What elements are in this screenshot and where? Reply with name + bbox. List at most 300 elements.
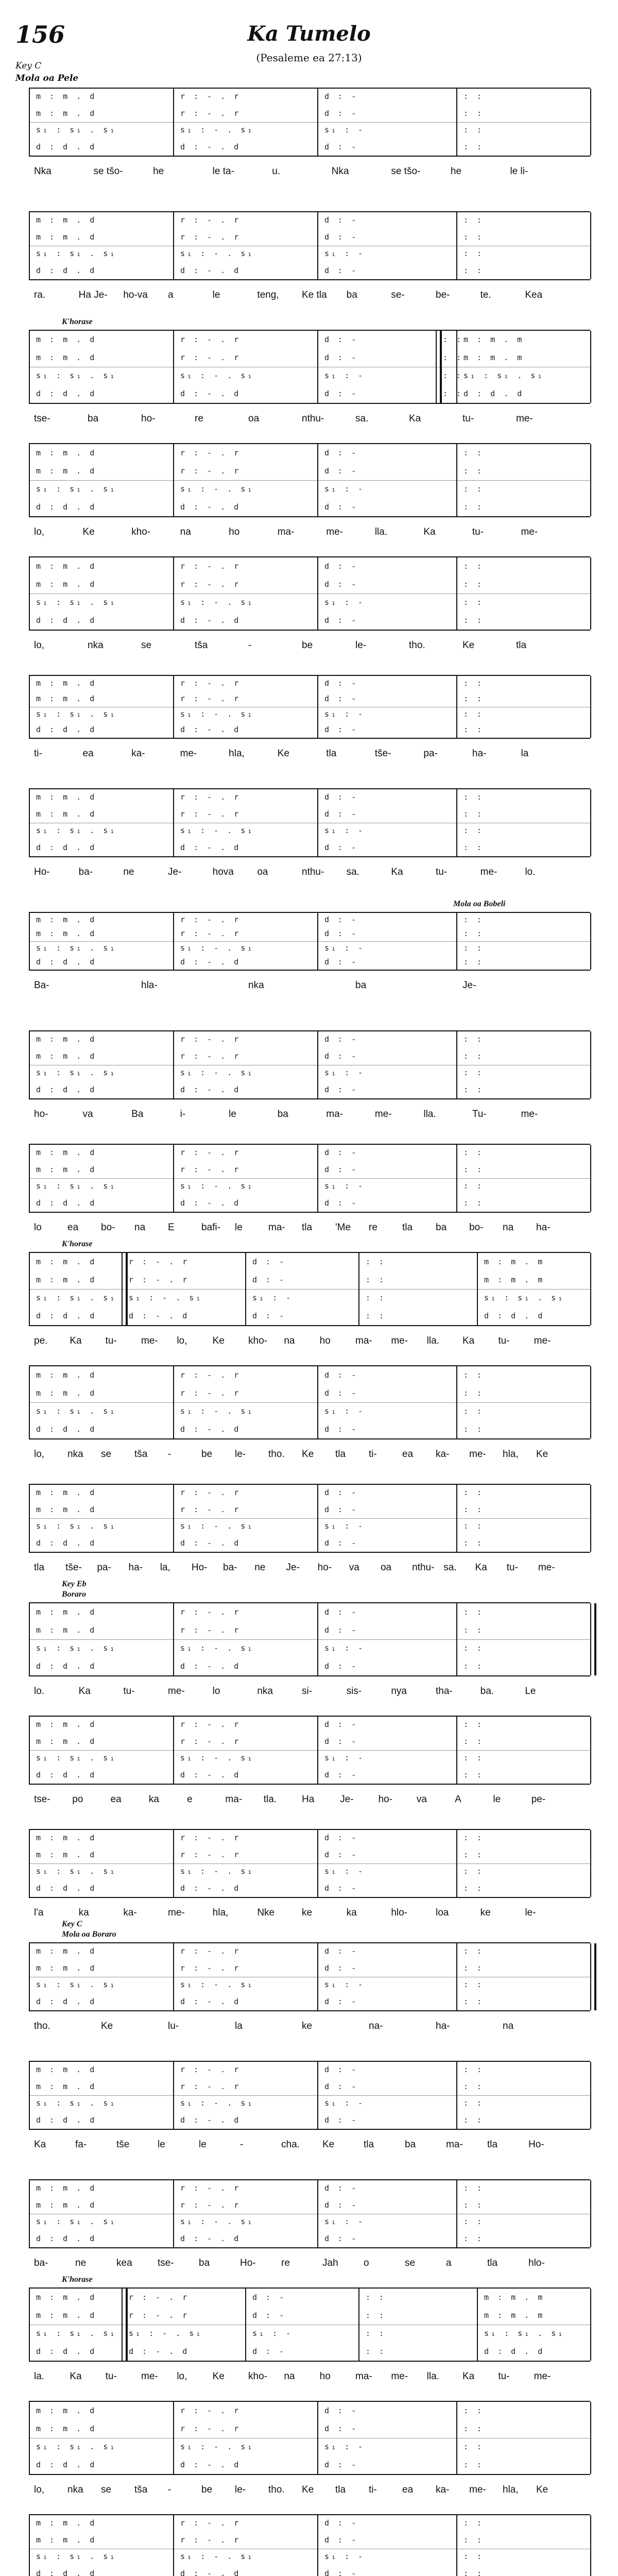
solfa-notes: : :: [464, 725, 484, 734]
solfa-notes: d : d . d: [36, 615, 97, 625]
solfa-notes: d : - . d: [180, 388, 241, 398]
voice-row: [29, 1068, 590, 1079]
voice-row: [29, 2535, 590, 2547]
lyric-syllable: tse-: [34, 413, 50, 424]
voice-row: [29, 353, 590, 364]
solfa-notes: s₁ : s₁ . s₁: [36, 2098, 117, 2108]
solfa-notes: d : -: [324, 679, 358, 688]
staff-divider: [29, 1518, 590, 1519]
solfa-notes: r : - . r: [180, 2405, 241, 2415]
lyric-syllable: lo: [34, 1222, 42, 1233]
solfa-notes: : :: [464, 2424, 484, 2433]
barline: [590, 1485, 591, 1552]
lyric-syllable: pe-: [531, 1794, 546, 1805]
barline: [590, 444, 591, 516]
solfa-notes: d : -: [324, 448, 358, 457]
solfa-notes: d : -: [324, 265, 358, 275]
voice-row: [29, 1997, 590, 2008]
lyric-syllable: ba: [405, 2139, 416, 2150]
solfa-notes: m : m . d: [36, 1388, 97, 1398]
hymn-number: 156: [15, 21, 65, 48]
voice-row: [29, 580, 590, 591]
lyric-syllable: me-: [469, 2484, 486, 2495]
voice-row: [29, 792, 590, 804]
solfa-notes: m : m . d: [36, 2081, 97, 2091]
solfa-notes: s₁ : - . s₁: [180, 1980, 254, 1990]
staff: [29, 1602, 590, 1676]
lyric-syllable: Ho-: [528, 2139, 544, 2150]
section-sublabel: Mola oa Boraro: [62, 1930, 116, 1939]
staff-divider: [29, 1639, 590, 1640]
lyric-syllable: cha.: [281, 2139, 300, 2150]
solfa-notes: d : - . d: [180, 2115, 241, 2125]
lyric-syllable: ka-: [436, 2484, 450, 2495]
barline: [590, 1145, 591, 1212]
music-system: [29, 2401, 590, 2509]
solfa-notes: m : m . d: [36, 232, 97, 242]
solfa-notes: r : - . r: [129, 2310, 190, 2320]
lyric-syllable: ha-: [128, 1562, 143, 1573]
lyric-syllable: le ta-: [212, 166, 234, 177]
lyric-syllable: re: [369, 1222, 377, 1233]
solfa-notes: : :: [464, 142, 484, 151]
staff: [29, 2514, 590, 2576]
staff-divider: [29, 122, 590, 123]
solfa-notes: : :: [366, 1257, 386, 1266]
lyric-syllable: ba: [88, 413, 99, 424]
lyric-syllable: na: [503, 1222, 514, 1233]
solfa-notes: d : -: [324, 1770, 358, 1780]
solfa-notes: d : -: [324, 1164, 358, 1174]
lyric-syllable: ba-: [223, 1562, 237, 1573]
solfa-notes: : :: [464, 1164, 484, 1174]
solfa-notes: : :: [464, 1736, 484, 1746]
voice-row: [29, 371, 590, 382]
solfa-notes: r : - . r: [180, 448, 241, 457]
hymn-title: Ka Tumelo: [247, 22, 371, 46]
lyric-syllable: ma-: [277, 527, 295, 537]
lyric-syllable: Ke: [302, 1449, 314, 1460]
lyric-syllable: lo.: [525, 867, 536, 877]
lyric-syllable: le li-: [510, 166, 528, 177]
solfa-notes: d : - . d: [180, 2233, 241, 2243]
solfa-notes: : :: [366, 2346, 386, 2356]
lyric-syllable: lo,: [34, 2484, 45, 2495]
solfa-notes: s₁ : s₁ . s₁: [36, 597, 117, 607]
lyrics-line: [29, 1907, 590, 1922]
solfa-notes: r : - . r: [180, 914, 241, 924]
voice-row: [29, 2200, 590, 2212]
solfa-notes: d : - . d: [180, 1084, 241, 1094]
lyric-syllable: Ha: [302, 1794, 315, 1805]
solfa-notes: : :: [464, 2568, 484, 2576]
lyrics-line: [29, 1686, 590, 1700]
lyric-syllable: Ke: [536, 2484, 548, 2495]
lyrics-line: [29, 2371, 590, 2385]
lyric-syllable: u.: [272, 166, 281, 177]
solfa-notes: s₁ : s₁ . s₁: [464, 370, 544, 380]
lyric-syllable: Ke: [462, 640, 475, 651]
lyric-syllable: tse-: [34, 1794, 50, 1805]
solfa-notes: m : m . d: [36, 2183, 97, 2193]
lyric-syllable: ti-: [369, 2484, 377, 2495]
lyric-syllable: me-: [391, 2371, 408, 2382]
voice-row: [29, 1850, 590, 1861]
solfa-notes: d : -: [324, 1736, 358, 1746]
lyrics-line: [29, 290, 590, 304]
solfa-notes: d : d . d: [36, 2115, 97, 2125]
voice-row: [29, 1052, 590, 1063]
solfa-notes: d : -: [324, 1148, 358, 1158]
staff: [29, 675, 590, 739]
lyric-syllable: ma-: [225, 1794, 243, 1805]
solfa-notes: s₁ : s₁ . s₁: [36, 709, 117, 719]
solfa-notes: d : -: [324, 914, 358, 924]
lyric-syllable: oa: [248, 413, 260, 424]
solfa-notes: r : - . r: [180, 1607, 241, 1617]
solfa-notes: s₁ : s₁ . s₁: [36, 1753, 117, 1763]
solfa-notes: : :: [464, 1504, 484, 1514]
solfa-notes: s₁ : -: [324, 125, 365, 135]
solfa-notes: d : d . d: [36, 1311, 97, 1320]
music-system: [29, 1602, 590, 1710]
solfa-notes: r : - . r: [180, 2183, 241, 2193]
lyric-syllable: ke: [302, 2021, 313, 2031]
lyric-syllable: se tšo-: [391, 166, 421, 177]
voice-row: [29, 2424, 590, 2435]
barline: [590, 1943, 591, 2010]
solfa-notes: r : - . r: [180, 2424, 241, 2433]
solfa-notes: : :: [464, 1720, 484, 1730]
lyric-syllable: bafi-: [201, 1222, 220, 1233]
solfa-notes: m : m . d: [36, 215, 97, 225]
solfa-notes: s₁ : - . s₁: [180, 2217, 254, 2227]
lyric-syllable: me-: [168, 1686, 185, 1697]
solfa-notes: : :: [464, 108, 484, 118]
solfa-notes: d : d . d: [36, 1883, 97, 1893]
lyric-syllable: pa-: [423, 748, 438, 759]
voice-row: [29, 943, 590, 955]
solfa-notes: m : m . d: [36, 2405, 97, 2415]
barline: [590, 1603, 591, 1675]
lyric-syllable: lo,: [34, 640, 45, 651]
lyric-syllable: ma-: [326, 1109, 343, 1120]
solfa-notes: d : -: [324, 1833, 358, 1843]
staff: [29, 211, 590, 280]
section-label: K'horase: [62, 2275, 93, 2284]
lyric-syllable: lo,: [34, 1449, 45, 1460]
staff-divider: [29, 480, 590, 481]
lyric-syllable: fa-: [75, 2139, 87, 2150]
voice-row: [29, 2115, 590, 2127]
voice-row: [29, 1607, 590, 1619]
lyric-syllable: Ka: [70, 2371, 82, 2382]
solfa-notes: m : m . d: [36, 694, 97, 703]
lyric-syllable: kho-: [248, 1335, 267, 1346]
solfa-notes: s₁ : s₁ . s₁: [36, 1521, 117, 1531]
music-system: [29, 2061, 590, 2164]
solfa-notes: s₁ : s₁ . s₁: [36, 2552, 117, 2562]
solfa-notes: d : -: [324, 929, 358, 939]
lyric-syllable: hla,: [229, 748, 245, 759]
lyric-syllable: Ka: [409, 413, 421, 424]
solfa-notes: r : - . r: [129, 2292, 190, 2302]
voice-row: [29, 826, 590, 837]
solfa-notes: d : -: [324, 725, 358, 734]
voice-row: [29, 2347, 590, 2358]
solfa-notes: d : - . d: [180, 502, 241, 512]
solfa-notes: m : m . m: [484, 1275, 545, 1284]
solfa-notes: d : -: [324, 1538, 358, 1548]
lyric-syllable: na: [134, 1222, 146, 1233]
music-system: [29, 1144, 590, 1247]
voice-row: [29, 1406, 590, 1418]
lyric-syllable: -: [240, 2139, 244, 2150]
solfa-notes: r : - . r: [180, 1388, 241, 1398]
solfa-notes: r : - . r: [129, 1257, 190, 1266]
voice-row: [29, 448, 590, 460]
solfa-notes: d : d . d: [36, 2346, 97, 2356]
solfa-notes: d : d . d: [36, 502, 97, 512]
lyric-syllable: tu-: [498, 2371, 510, 2382]
lyric-syllable: se: [101, 1449, 112, 1460]
barline: [590, 1031, 591, 1098]
lyric-syllable: le: [229, 1109, 236, 1120]
solfa-notes: m : m . d: [36, 914, 97, 924]
lyric-syllable: lla.: [423, 1109, 436, 1120]
solfa-notes: s₁ : -: [324, 1643, 365, 1653]
lyric-syllable: Ke: [322, 2139, 335, 2150]
solfa-notes: : :: [464, 792, 484, 802]
solfa-notes: d : - . d: [180, 842, 241, 852]
solfa-notes: : :: [464, 484, 484, 494]
solfa-notes: d : -: [324, 502, 358, 512]
lyric-syllable: lu-: [168, 2021, 179, 2031]
solfa-notes: s₁ : - . s₁: [180, 125, 254, 135]
lyrics-line: [29, 2021, 590, 2035]
solfa-notes: m : m . d: [36, 466, 97, 476]
section-label: K'horase: [62, 1240, 93, 1248]
barline: [590, 676, 591, 738]
solfa-notes: : :: [443, 334, 464, 344]
solfa-notes: m : m . d: [36, 92, 97, 101]
music-system: [29, 1716, 590, 1819]
solfa-notes: m : m . m: [464, 352, 524, 362]
lyric-syllable: Kea: [525, 290, 543, 300]
solfa-notes: m : m . d: [36, 1488, 97, 1498]
lyric-syllable: ne: [254, 1562, 266, 1573]
solfa-notes: d : - . d: [180, 1661, 241, 1671]
music-system: [29, 675, 590, 773]
lyric-syllable: kea: [116, 2258, 132, 2268]
voice-row: [29, 1946, 590, 1958]
solfa-notes: : :: [464, 1963, 484, 1973]
voice-row: [29, 694, 590, 705]
lyric-syllable: Ha Je-: [78, 290, 108, 300]
lyric-syllable: ne: [75, 2258, 87, 2268]
lyric-syllable: tla: [516, 640, 527, 651]
solfa-notes: d : - . d: [180, 2568, 241, 2576]
lyric-syllable: E: [168, 1222, 175, 1233]
solfa-notes: d : d . d: [36, 388, 97, 398]
lyric-syllable: ho: [229, 527, 240, 537]
lyric-syllable: ba: [277, 1109, 288, 1120]
lyric-syllable: tša: [134, 2484, 148, 2495]
scripture-reference: (Pesaleme ea 27:13): [256, 52, 362, 64]
solfa-notes: s₁ : - . s₁: [129, 1293, 203, 1302]
solfa-notes: m : m . d: [36, 792, 97, 802]
solfa-notes: m : m . d: [36, 1850, 97, 1859]
voice-row: [29, 466, 590, 478]
solfa-notes: s₁ : - . s₁: [180, 709, 254, 719]
solfa-notes: d : -: [324, 2424, 358, 2433]
solfa-notes: m : m . d: [36, 1963, 97, 1973]
lyric-syllable: nka: [67, 1449, 83, 1460]
voice-row: [29, 2442, 590, 2453]
solfa-notes: r : - . r: [180, 1035, 241, 1044]
solfa-notes: m : m . d: [36, 1625, 97, 1635]
lyric-syllable: nka: [88, 640, 104, 651]
lyric-syllable: Nke: [257, 1907, 275, 1918]
lyric-syllable: si-: [302, 1686, 313, 1697]
voice-row: [29, 1293, 590, 1304]
lyric-syllable: bo-: [101, 1222, 115, 1233]
solfa-notes: d : -: [324, 352, 358, 362]
lyrics-line: [29, 1449, 590, 1463]
lyric-syllable: na: [284, 1335, 295, 1346]
solfa-notes: r : - . r: [180, 1850, 241, 1859]
lyric-syllable: Ka: [70, 1335, 82, 1346]
solfa-notes: : :: [464, 215, 484, 225]
lyric-syllable: pe.: [34, 1335, 48, 1346]
staff: [29, 1484, 590, 1553]
lyric-syllable: Ho-: [240, 2258, 256, 2268]
solfa-notes: r : - . r: [180, 929, 241, 939]
voice-row: [29, 1370, 590, 1382]
solfa-notes: m : m . d: [36, 1736, 97, 1746]
solfa-notes: s₁ : - . s₁: [180, 2442, 254, 2451]
solfa-notes: r : - . r: [180, 1946, 241, 1956]
solfa-notes: r : - . r: [180, 108, 241, 118]
voice-row: [29, 1085, 590, 1096]
solfa-notes: : :: [464, 1388, 484, 1398]
barline: [590, 2515, 591, 2576]
solfa-notes: s₁ : -: [324, 826, 365, 836]
lyric-syllable: se tšo-: [93, 166, 123, 177]
lyric-syllable: me-: [391, 1335, 408, 1346]
lyric-syllable: Tu-: [472, 1109, 487, 1120]
lyric-syllable: Ke: [277, 748, 289, 759]
solfa-notes: m : m . d: [36, 1148, 97, 1158]
solfa-notes: d : -: [324, 1035, 358, 1044]
lyric-syllable: le-: [235, 1449, 246, 1460]
voice-row: [29, 2082, 590, 2093]
lyric-syllable: ea: [110, 1794, 122, 1805]
staff: [29, 1252, 590, 1326]
solfa-notes: : :: [464, 1181, 484, 1191]
voice-row: [29, 1963, 590, 1975]
solfa-notes: s₁ : -: [324, 2098, 365, 2108]
solfa-notes: d : -: [252, 1311, 286, 1320]
voice-row: [29, 125, 590, 137]
solfa-notes: s₁ : s₁ . s₁: [36, 1867, 117, 1876]
solfa-notes: : :: [464, 2442, 484, 2451]
lyric-syllable: hla-: [141, 980, 158, 991]
lyric-syllable: ea: [82, 748, 94, 759]
lyric-syllable: hla,: [503, 1449, 519, 1460]
solfa-notes: r : - . r: [180, 1148, 241, 1158]
solfa-notes: d : -: [324, 1198, 358, 1208]
staff: [29, 788, 590, 857]
music-system: [29, 912, 590, 1005]
lyric-syllable: la: [235, 2021, 243, 2031]
lyric-syllable: ka: [346, 1907, 357, 1918]
lyric-syllable: tla: [335, 1449, 346, 1460]
solfa-notes: m : m . d: [36, 108, 97, 118]
solfa-notes: s₁ : s₁ . s₁: [36, 1980, 117, 1990]
voice-row: [29, 2552, 590, 2563]
solfa-notes: : :: [464, 1661, 484, 1671]
solfa-notes: d : -: [324, 2081, 358, 2091]
voice-row: [29, 2293, 590, 2304]
solfa-notes: d : -: [324, 2518, 358, 2528]
solfa-notes: d : -: [324, 1625, 358, 1635]
barline: [590, 212, 591, 279]
solfa-notes: d : -: [324, 2200, 358, 2210]
solfa-notes: r : - . r: [180, 352, 241, 362]
lyric-syllable: me-: [469, 1449, 486, 1460]
lyric-syllable: Ka: [462, 1335, 475, 1346]
voice-row: [29, 957, 590, 969]
solfa-notes: s₁ : -: [324, 1068, 365, 1078]
voice-row: [29, 1165, 590, 1176]
lyric-syllable: tše-: [65, 1562, 82, 1573]
voice-row: [29, 1770, 590, 1782]
solfa-notes: : :: [464, 826, 484, 836]
section-sublabel: Boraro: [62, 1590, 87, 1599]
voice-row: [29, 2329, 590, 2340]
voice-row: [29, 929, 590, 940]
lyric-syllable: ea: [402, 2484, 414, 2495]
lyrics-line: [29, 867, 590, 881]
solfa-notes: d : - . d: [180, 1198, 241, 1208]
solfa-notes: : :: [464, 1946, 484, 1956]
lyric-syllable: ho-: [317, 1562, 332, 1573]
lyric-syllable: nka: [257, 1686, 273, 1697]
music-system: [29, 788, 590, 891]
voice-row: [29, 2460, 590, 2471]
solfa-notes: d : -: [324, 615, 358, 625]
solfa-notes: d : -: [324, 1388, 358, 1398]
lyric-syllable: le-: [355, 640, 367, 651]
lyric-syllable: ba: [436, 1222, 447, 1233]
music-system: [29, 2514, 590, 2576]
solfa-notes: s₁ : s₁ . s₁: [36, 2442, 117, 2451]
solfa-notes: d : -: [324, 1720, 358, 1730]
lyric-syllable: hla,: [212, 1907, 229, 1918]
lyric-syllable: Ka: [78, 1686, 91, 1697]
staff: [29, 2179, 590, 2248]
solfa-notes: s₁ : -: [324, 1406, 365, 1416]
solfa-notes: s₁ : - . s₁: [180, 484, 254, 494]
barline: [590, 913, 591, 970]
lyric-syllable: na-: [369, 2021, 383, 2031]
solfa-notes: d : -: [324, 842, 358, 852]
lyric-syllable: ma-: [446, 2139, 463, 2150]
lyrics-line: [29, 1335, 590, 1350]
solfa-notes: s₁ : - . s₁: [180, 1068, 254, 1078]
lyric-syllable: me-: [534, 1335, 551, 1346]
